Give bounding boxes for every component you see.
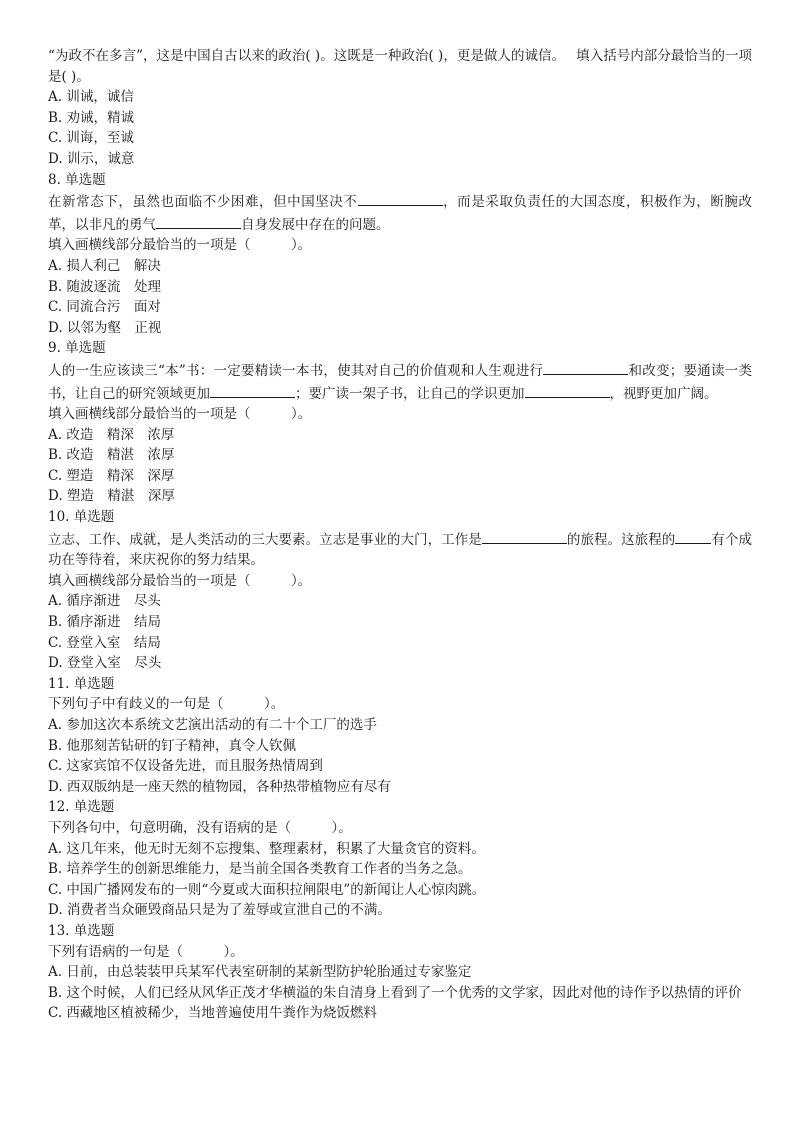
q13-option-b: B. 这个时候，人们已经从风华正茂才华横溢的朱自清身上看到了一个优秀的文学家，因此对他的诗作予以热情的评价 <box>48 984 742 1001</box>
q10-stem-part3: 有个成功在等待着，来庆祝你的努力结果。 <box>48 531 753 569</box>
q8-instruction: 填入画横线部分最恰当的一项是（ ）。 <box>48 237 312 254</box>
q9-blank-2 <box>210 382 295 398</box>
q10-option-a: A. 循序渐进 尽头 <box>48 593 161 610</box>
q12-header: 12. 单选题 <box>48 799 115 816</box>
q11-option-d: D. 西双版纳是一座天然的植物园，各种热带植物应有尽有 <box>48 778 391 795</box>
q12-option-b: B. 培养学生的创新思维能力，是当前全国各类教育工作者的当务之急。 <box>48 861 472 878</box>
q13-header: 13. 单选题 <box>48 922 115 939</box>
q10-stem <box>48 528 752 571</box>
q10-stem-part1: 立志、工作、成就，是人类活动的三大要素。立志是事业的大门，工作是 <box>48 531 482 548</box>
q10-option-b: B. 循序渐进 结局 <box>48 614 162 631</box>
q7-option-c: C. 训诲，至诚 <box>48 130 134 147</box>
q12-option-a: A. 这几年来，他无时无刻不忘搜集、整理素材，积累了大量贪官的资料。 <box>48 840 485 857</box>
q10-instruction: 填入画横线部分最恰当的一项是（ ）。 <box>48 572 312 589</box>
q8-option-b: B. 随波逐流 处理 <box>48 278 162 295</box>
q9-stem-part4: ，视野更加广阔。 <box>609 385 718 402</box>
q11-option-a: A. 参加这次本系统文艺演出活动的有二十个工厂的选手 <box>48 717 377 733</box>
q11-header: 11. 单选题 <box>48 675 115 692</box>
q8-stem <box>48 190 752 235</box>
q8-option-c: C. 同流合污 面对 <box>48 299 161 316</box>
q13-option-c: C. 西藏地区植被稀少，当地普遍使用牛粪作为烧饭燃料 <box>48 1005 377 1022</box>
q9-blank-1 <box>543 359 628 375</box>
q12-option-d: D. 消费者当众砸毁商品只是为了羞辱或宣泄自己的不满。 <box>48 902 391 919</box>
q10-option-d: D. 登堂入室 尽头 <box>48 655 162 672</box>
q8-option-d: D. 以邻为壑 正视 <box>48 319 162 336</box>
q8-blank-2 <box>156 213 241 229</box>
q11-option-b: B. 他那刻苦钻研的钉子精神，真令人钦佩 <box>48 737 297 754</box>
q9-instruction: 填入画横线部分最恰当的一项是（ ）。 <box>48 406 312 423</box>
q8-stem-part2: ，而是采取负责任的大国态度，积极作为，断腕改革，以非凡的勇气 <box>48 194 752 233</box>
q7-option-d: D. 训示，诚意 <box>48 150 135 167</box>
q8-stem-part1: 在新常态下，虽然也面临不少困难，但中国坚决不 <box>48 194 358 211</box>
q13-stem: 下列有语病的一句是（ ）。 <box>48 943 244 960</box>
q10-header: 10. 单选题 <box>48 509 115 526</box>
q9-stem <box>48 359 752 404</box>
q8-blank-1 <box>358 190 443 206</box>
q9-option-c: C. 塑造 精深 深厚 <box>48 467 175 484</box>
q8-option-a: A. 损人利己 解决 <box>48 257 161 274</box>
q11-option-c: C. 这家宾馆不仅设备先进，而且服务热情周到 <box>48 758 323 775</box>
q9-header: 9. 单选题 <box>48 340 106 357</box>
q12-stem: 下列各句中，句意明确，没有语病的是（ ）。 <box>48 819 352 836</box>
document-page <box>48 46 752 1024</box>
q10-option-c: C. 登堂入室 结局 <box>48 634 161 651</box>
q9-stem-part2: 和改变；要通读一类书，让自己的研究领域更加 <box>48 362 753 402</box>
q7-option-b: B. 劝诫，精诚 <box>48 109 135 126</box>
q10-stem-part2: 的旅程。这旅程的 <box>566 531 676 548</box>
q13-option-a: A. 日前，由总装装甲兵某军代表室研制的某新型防护轮胎通过专家鉴定 <box>48 964 472 981</box>
q9-option-b: B. 改造 精湛 浓厚 <box>48 447 175 464</box>
q12-option-c: C. 中国广播网发布的一则“今夏或大面积拉闸限电”的新闻让人心惊肉跳。 <box>48 881 486 898</box>
q8-stem-part3: 自身发展中存在的问题。 <box>241 216 390 233</box>
q7-option-a: A. 训诫，诚信 <box>48 89 134 106</box>
q9-option-a: A. 改造 精深 浓厚 <box>48 426 175 443</box>
q10-blank-2 <box>675 528 711 544</box>
q9-blank-3 <box>525 382 610 398</box>
q8-header: 8. 单选题 <box>48 171 106 188</box>
q9-stem-part3: ；要广读一架子书，让自己的学识更加 <box>295 385 525 402</box>
q9-option-d: D. 塑造 精湛 深厚 <box>48 488 175 505</box>
q7-stem: “为政不在多言”，这是中国自古以来的政治( )。这既是一种政治( )，更是做人的诚信。 填入括号内部分最恰当的一项是( )。 <box>48 48 752 85</box>
q11-stem: 下列句子中有歧义的一句是（ ）。 <box>48 696 285 713</box>
q10-blank-1 <box>482 528 567 544</box>
q9-stem-part1: 人的一生应该读三“本”书：一定要精读一本书，使其对自己的价值观和人生观进行 <box>48 362 544 379</box>
